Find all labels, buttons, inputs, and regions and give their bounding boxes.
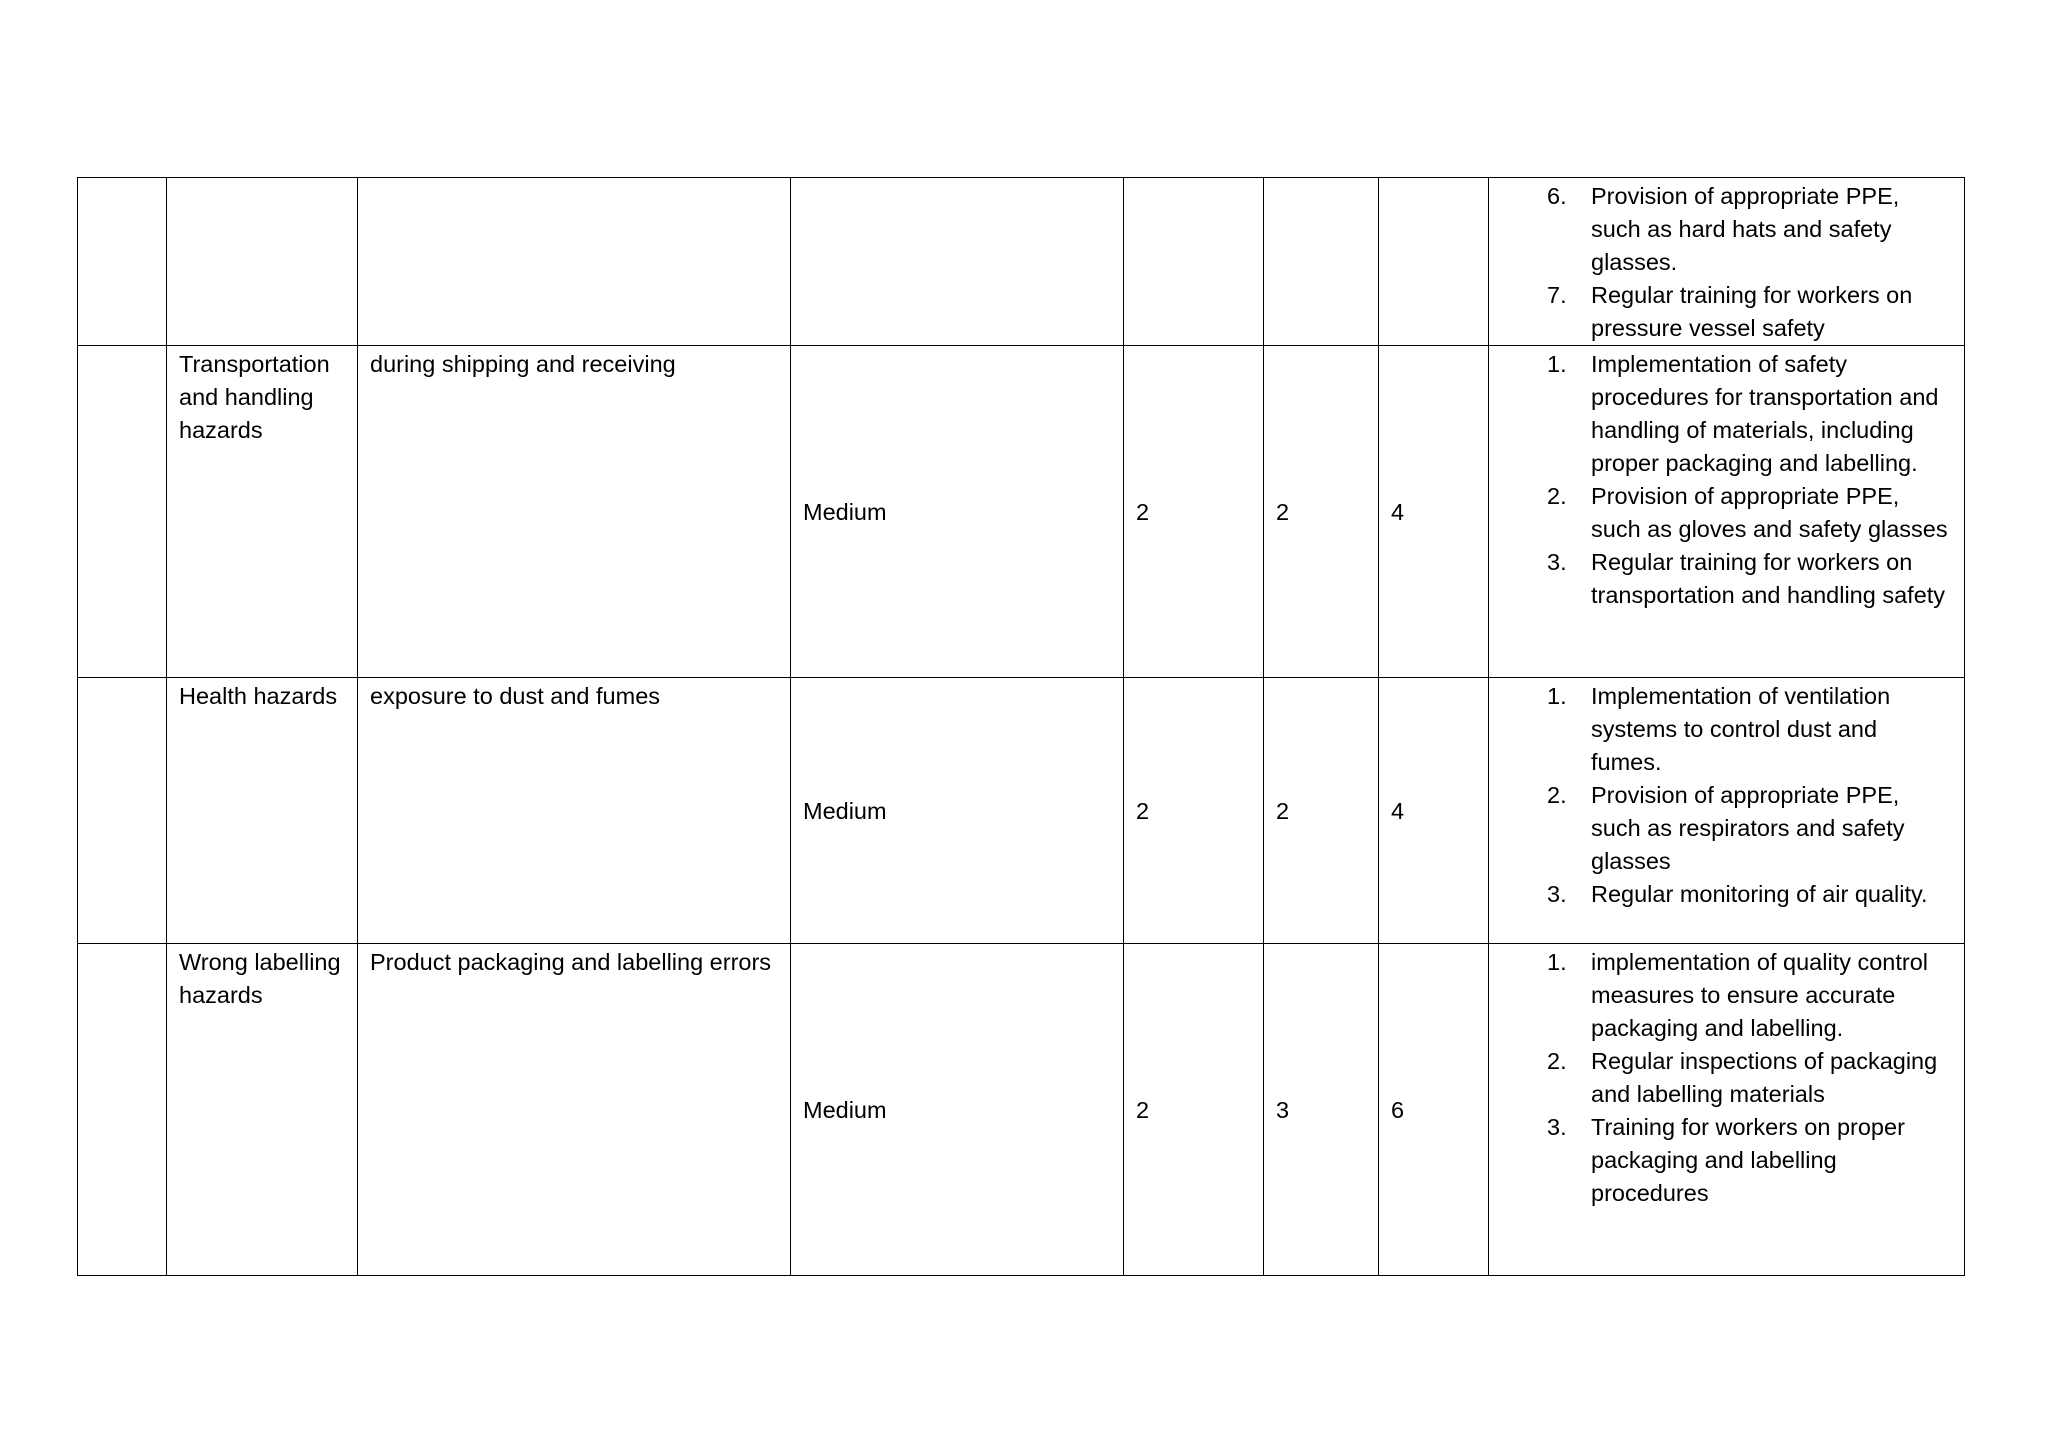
table-row [78,346,1965,678]
risk-level-cell: Medium [791,346,1124,678]
list-item [1501,180,1952,279]
control-measures-cell [1489,678,1965,944]
severity-cell: 2 [1264,678,1379,944]
list-item [1501,348,1952,480]
list-item-text: Provision of appropriate PPE, such as respirators and safety glasses [1591,782,1905,874]
list-item-text: Regular monitoring of air quality. [1591,881,1928,907]
list-item-text: implementation of quality control measures to ensure accurate packaging and labelling. [1591,949,1929,1041]
list-number: 3. [1547,1114,1567,1140]
list-item-text: Provision of appropriate PPE, such as gloves and safety glasses [1591,483,1948,542]
control-measures-cell [1489,346,1965,678]
list-item [1501,546,1952,612]
list-number: 6. [1547,183,1567,209]
list-item-text: Implementation of safety procedures for transportation and handling of materials, including proper packaging and labelling. [1591,351,1939,476]
list-number: 7. [1547,282,1567,308]
list-item [1501,946,1952,1045]
risk-score-cell: 4 [1379,678,1489,944]
list-number: 1. [1547,949,1567,975]
control-measures-list [1501,680,1952,911]
list-number: 3. [1547,549,1567,575]
index-cell [78,346,167,678]
control-measures-cell [1489,944,1965,1276]
likelihood-cell: 2 [1124,944,1264,1276]
list-item-text: Training for workers on proper packaging and labelling procedures [1591,1114,1905,1206]
description-cell [358,178,791,346]
list-item-text: Regular training for workers on transportation and handling safety [1591,549,1946,608]
list-number: 2. [1547,483,1567,509]
list-item [1501,480,1952,546]
list-number: 3. [1547,881,1567,907]
list-number: 2. [1547,782,1567,808]
severity-cell [1264,178,1379,346]
control-measures-list [1501,348,1952,612]
index-cell [78,678,167,944]
list-item [1501,1045,1952,1111]
likelihood-cell: 2 [1124,346,1264,678]
hazard-cell: Transportation and handling hazards [167,346,358,678]
index-cell [78,944,167,1276]
description-cell: Product packaging and labelling errors [358,944,791,1276]
list-item [1501,878,1952,911]
risk-score-cell: 4 [1379,346,1489,678]
description-cell: exposure to dust and fumes [358,678,791,944]
table-row [78,944,1965,1276]
risk-score-cell: 6 [1379,944,1489,1276]
hazard-cell: Health hazards [167,678,358,944]
severity-cell: 3 [1264,944,1379,1276]
list-number: 1. [1547,683,1567,709]
control-measures-list [1501,180,1952,345]
risk-level-cell: Medium [791,944,1124,1276]
list-number: 1. [1547,351,1567,377]
list-item [1501,680,1952,779]
risk-assessment-table [77,177,1965,1276]
control-measures-cell [1489,178,1965,346]
hazard-cell: Wrong labelling hazards [167,944,358,1276]
list-item-text: Implementation of ventilation systems to control dust and fumes. [1591,683,1891,775]
description-cell: during shipping and receiving [358,346,791,678]
risk-score-cell [1379,178,1489,346]
index-cell [78,178,167,346]
list-item [1501,279,1952,345]
risk-level-cell: Medium [791,678,1124,944]
likelihood-cell [1124,178,1264,346]
list-item-text: Regular training for workers on pressure vessel safety [1591,282,1913,341]
list-item [1501,779,1952,878]
severity-cell: 2 [1264,346,1379,678]
table-row [78,178,1965,346]
hazard-cell [167,178,358,346]
table-row [78,678,1965,944]
likelihood-cell: 2 [1124,678,1264,944]
list-item-text: Regular inspections of packaging and labelling materials [1591,1048,1938,1107]
risk-level-cell [791,178,1124,346]
list-item-text: Provision of appropriate PPE, such as hard hats and safety glasses. [1591,183,1900,275]
list-item [1501,1111,1952,1210]
control-measures-list [1501,946,1952,1210]
list-number: 2. [1547,1048,1567,1074]
